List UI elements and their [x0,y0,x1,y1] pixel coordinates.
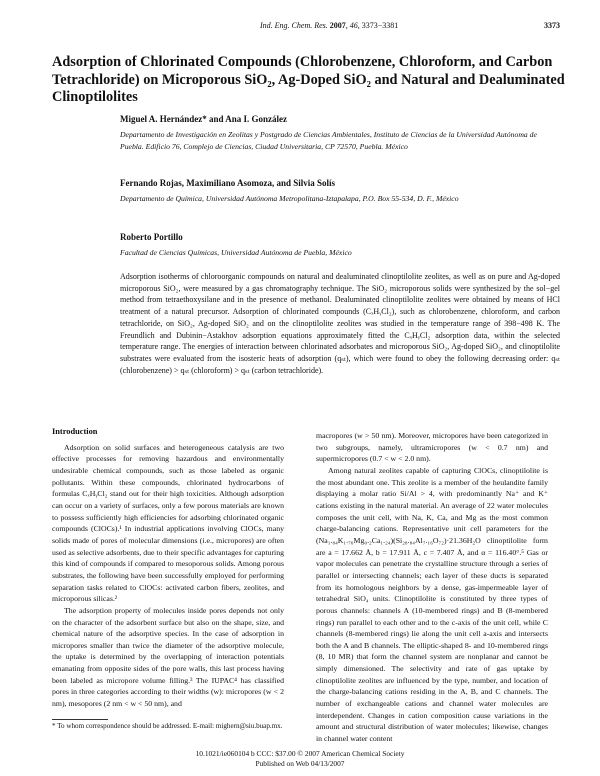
author-affiliation: Facultad de Ciencias Químicas, Universidad Autónoma de Puebla, México [120,248,352,257]
author-names: Miguel A. Hernández* and Ana I. González [120,114,288,124]
body-paragraph: Adsorption on solid surfaces and heterogeneous catalysis are two effective processes for removing hazardous and environmentally undesirable chemical compounds, such as those labeled as organic pollutants. Within these compounds, chlorinated hydrocarbons of formulas CₓHᵧCl₂ stand out for their high toxicities. Although adsorption can occur on a variety of surfaces, only a few porous materials are known to possess sufficiently high efficiencies for adsorbing chlorinated organic compounds (ClOCs).¹ In industrial applications involving ClOCs, many solids made of pores of molecular dimensions (i.e., micropores) are often used as selective adsorbents, due to their specific advantages for capturing this kind of compounds if compared to mesoporous solids. Among porous substrates, the following have been successfully employed for performing separation tasks related to ClOCs: activated carbon fibers, zeolites, and microporous silicas.² [52,442,284,604]
corresponding-author-footnote: * To whom correspondence should be addressed. E-mail: mighern@siu.buap.mx. [52,722,283,730]
publication-date-line: Published on Web 04/13/2007 [255,758,345,768]
footnote-divider [52,719,108,720]
right-column [316,430,548,745]
journal-name: Ind. Eng. Chem. Res. [260,21,328,30]
left-column [52,426,284,710]
author-names: Roberto Portillo [120,232,183,242]
abstract: Adsorption isotherms of chloroorganic compounds on natural and dealuminated clinoptilolite zeolites, as well as on pure and Ag-doped microporous SiO₂, were measured by a gas chromatography technique. The SiO₂ microporous solids were synthesized by the sol−gel method from tetraethoxysilane and in the presence of methanol. Dealuminated clinoptilolite zeolites were obtained by means of HCl treatment of a natural precursor. Adsorption of chlorinated compounds (CₓHᵧCl₂), such as chlorobenzene, chloroform, and carbon tetrachloride, on SiO₂, Ag-doped SiO₂ and on the clinoptilolite zeolites was studied in the temperature range of 398−498 K. The Freundlich and Dubinin−Astakhov adsorption equations approximately fitted the CₓHᵧCl₂ adsorption data, within the selected temperature range. The energies of interaction between chlorinated adsorbates and microporous SiO₂, Ag-doped SiO₂, and clinoptilolite substrates were evaluated from the isosteric heats of adsorption (qₛₜ), which were found to obey the following decreasing order: qₛₜ (chlorobenzene) > qₛₜ (chloroform) > qₛₜ (carbon tetrachloride). [120,272,560,375]
author-affiliation: Departamento de Química, Universidad Autónoma Metropolitana-Iztapalapa, P.O. Box 55-534, D. F., México [120,194,459,203]
running-head [40,21,560,33]
page-number: 3373 [544,21,560,30]
running-head-citation: Ind. Eng. Chem. Res. 2007, 46, 3373−3381 [260,21,399,30]
journal-year: 2007 [329,21,346,30]
article-title: Adsorption of Chlorinated Compounds (Chlorobenzene, Chloroform, and Carbon Tetrachloride) on Microporous SiO₂, Ag-Doped SiO₂ and Natural and Dealuminated Clinoptilolites [52,54,565,105]
doi-copyright-line: 10.1021/ie060104 b CCC: $37.00 © 2007 American Chemical Society [195,749,405,758]
author-affiliation: Departamento de Investigación en Zeolitas y Postgrado de Ciencias Ambientales, Instituto de Ciencias de la Universidad Autónoma de Puebla. Edificio 76, Complejo de Ciencias, Ciudad Universitaria, CP 72570, Puebla. México [120,130,537,151]
author-names: Fernando Rojas, Maximiliano Asomoza, and Silvia Solís [120,178,336,188]
body-paragraph: macropores (w > 50 nm). Moreover, micropores have been categorized in two subgroups, namely, ultramicropores (w < 0.7 nm) and supermicropores (0.7 < w < 2.0 nm). [316,431,548,464]
body-paragraph: Among natural zeolites capable of capturing ClOCs, clinoptilolite is the most abundant one. This zeolite is a member of the heulandite family displaying a molar ratio Si/Al > 4, with predominantly Na⁺ and K⁺ cations existing in the natural material. An average of 22 water molecules composes the unit cell, with Na, K, Ca, and Mg as the most common charge-balancing cations. Representative unit cell parameters for the (Na₁.₈₄K₁.₇₆Mg₀.₂Ca₁.₂₄)(Si₂₈.₈₄Al₇.₁₆O₇₂)·21.36H₂O clinoptilolite form are a = 17.662 Å, b = 17.911 Å, c = 7.407 Å, and α = 116.40°.⁵ Gas or vapor molecules can penetrate the crystalline structure through a series of parallel or intersecting channels; each layer of these ducts is separated from its homologous neighbors by a dense, gas-impermeable layer of tetrahedral SiO₄ units. Clinoptilolite is constituted by three types of porous channels: channels A (10-membered rings) and B (8-membered rings) run parallel to each other and to the c-axis of the unit cell, while C channels (8-membered rings) lie along the unit cell a-axis and intersects both the A and B channels. The elliptic-shaped 8- and 10-membered rings (8, 10 MR) that form the channel system are nonplanar and cannot be simply dimensioned. The selectivity and rate of gas uptake by clinoptilolite zeolites are influenced by the type, number, and location of the charge-balancing cations residing in the A, B, and C channels. The number of exchangeable cations and channel water molecules are interdependent. Changes in cation composition cause variations in the amount and structural distribution of water molecules; likewise, changes in channel water content [316,465,548,744]
page-footer [40,749,560,768]
section-heading: Introduction [52,427,98,436]
body-paragraph: The adsorption property of molecules inside pores depends not only on the character of the adsorbent surface but also on the shape, size, and chemical nature of the adsorptive species. In the case of adsorption in micropores smaller than twice the diameter of the adsorptive molecule, the uptake is determined by the overlapping of interaction potentials emanating from opposite sides of the pore walls, this last process having been labeled as micropore volume filling.³ The IUPAC⁴ has classified pores in three categories according to their widths (w): micropores (w < 2 nm), mesopores (2 nm < w < 50 nm), and [52,605,284,709]
author-group [120,232,560,259]
journal-volume: 46, [349,21,360,30]
author-group [120,114,560,152]
journal-pages: 3373−3381 [361,21,399,30]
author-group [120,178,560,205]
